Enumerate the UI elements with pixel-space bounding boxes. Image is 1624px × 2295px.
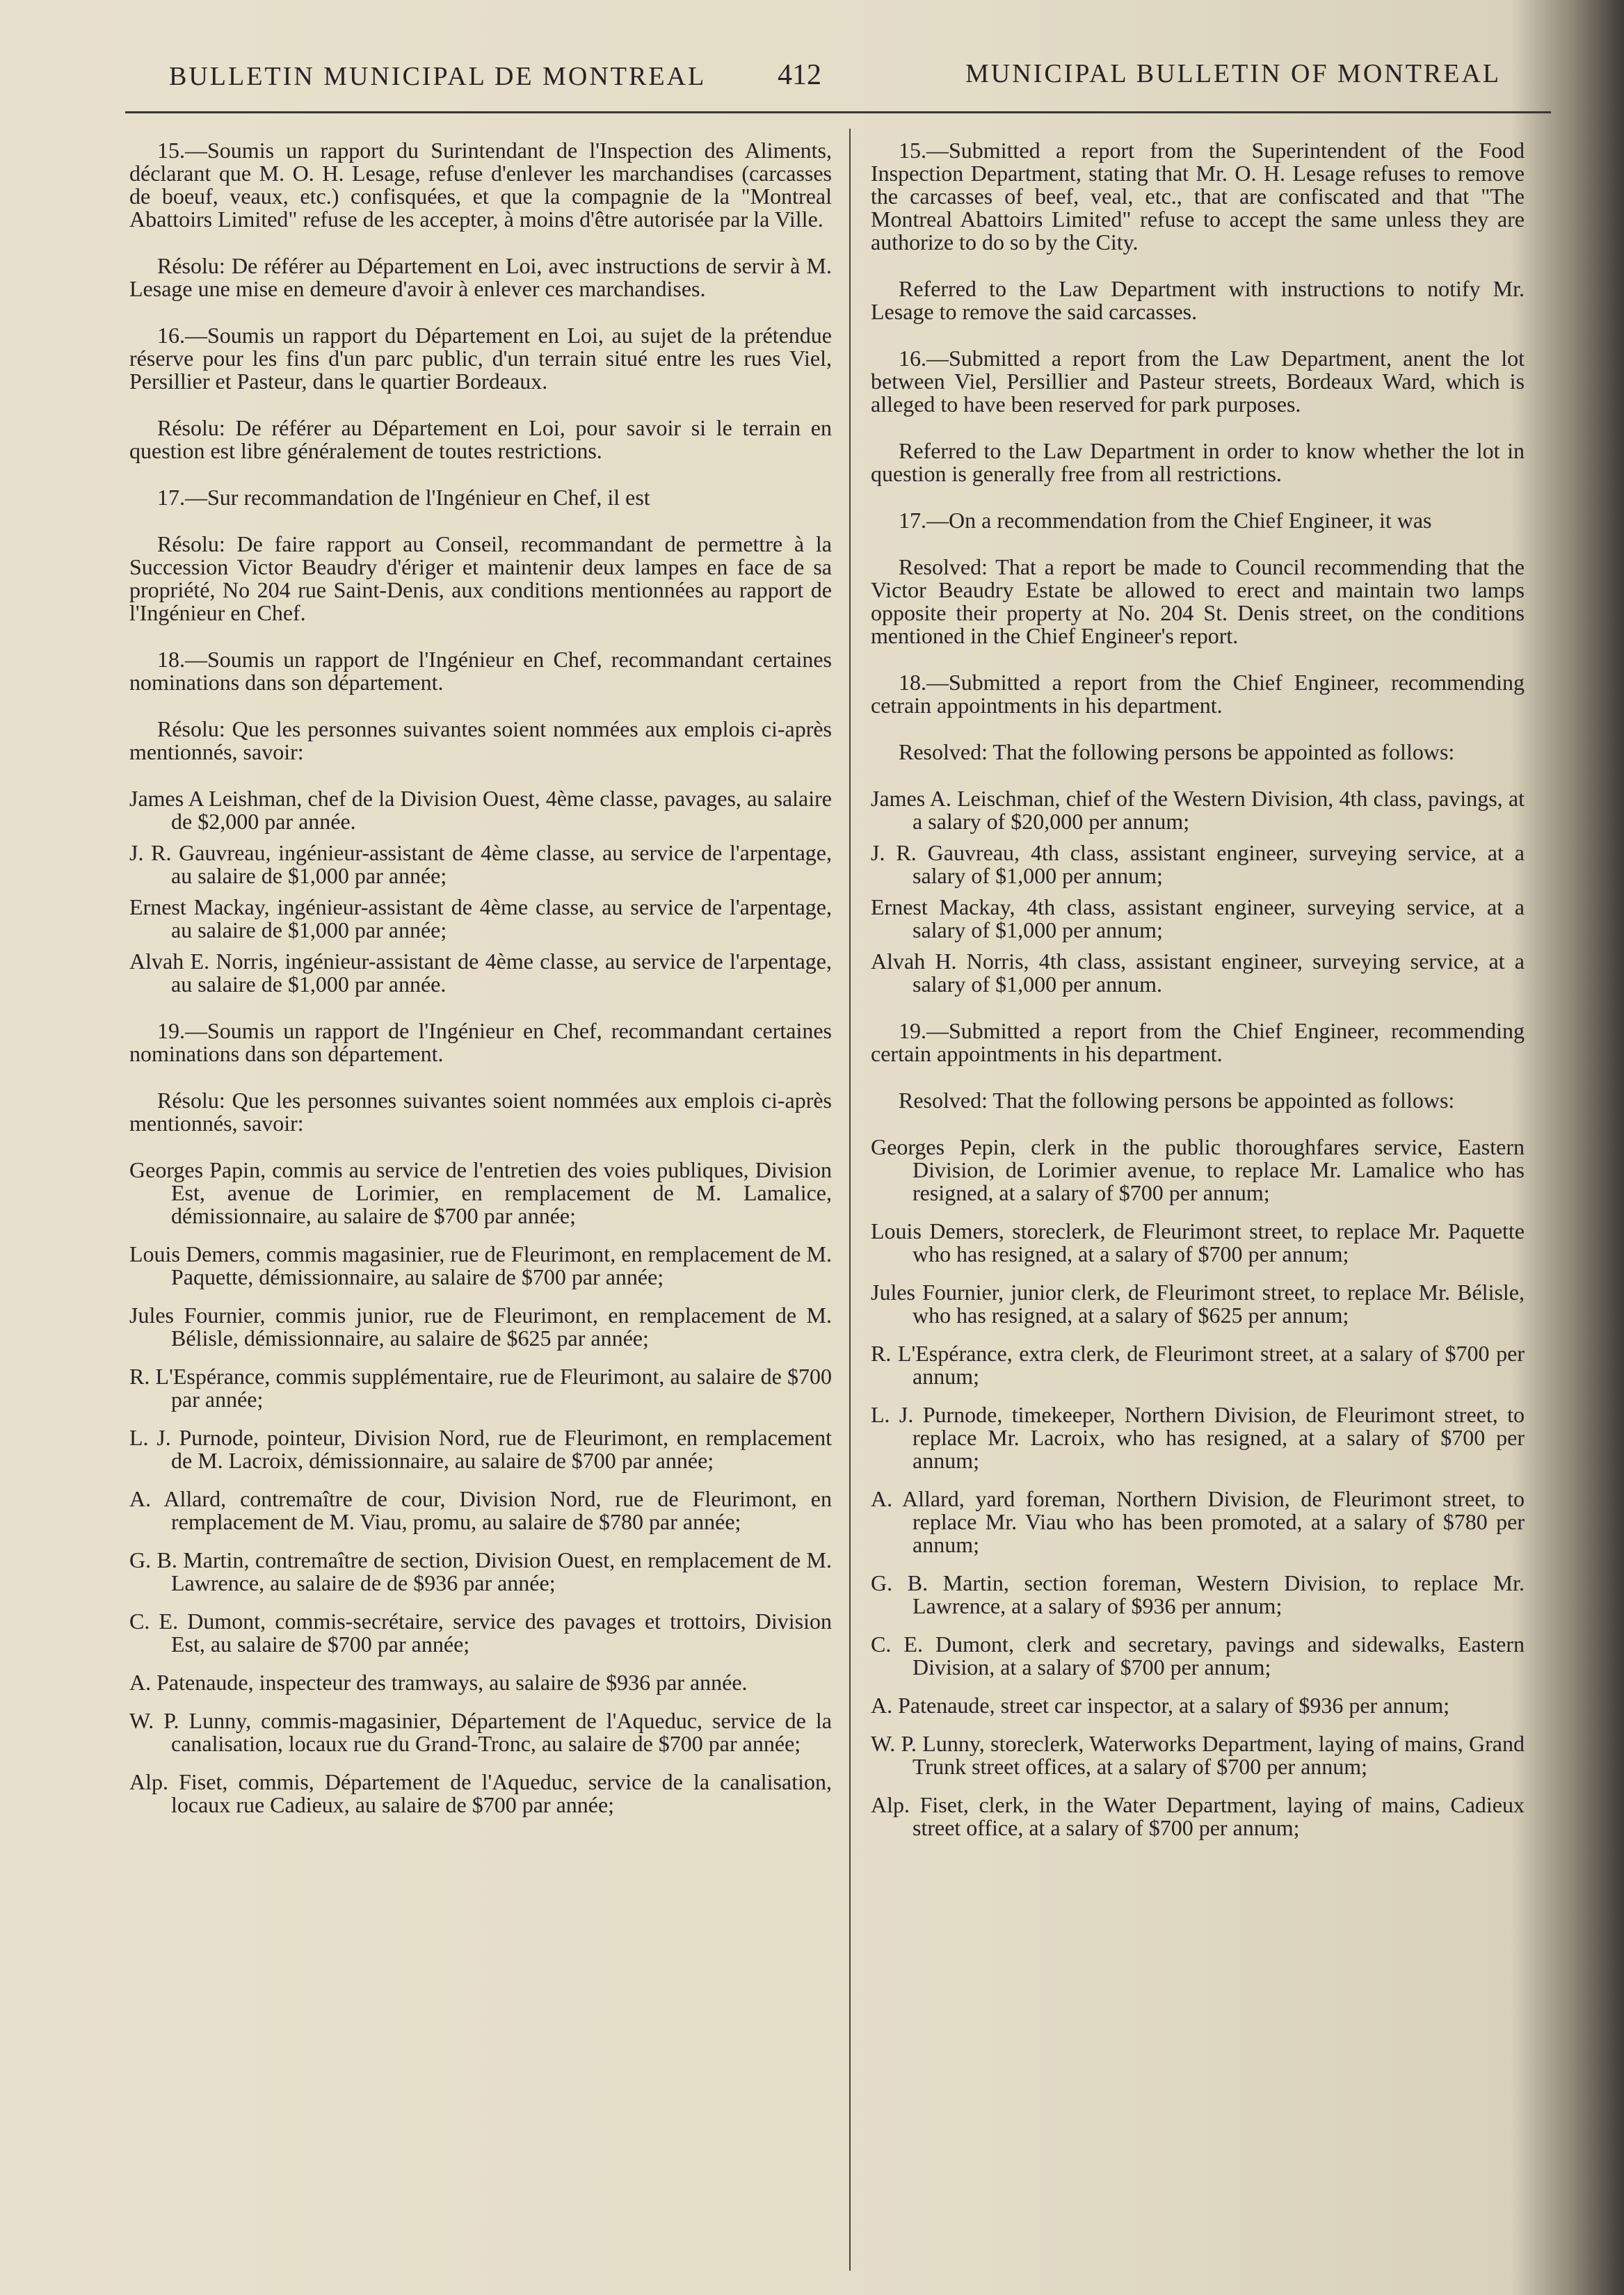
item-17-en: 17.—On a recommendation from the Chief Engineer, it was: [899, 508, 1432, 533]
list-item: Alvah E. Norris, ingénieur-assistant de 4ème classe, au service de l'arpentage, au salaire de $1,000 par année.: [129, 949, 832, 997]
list-item: A. Allard, yard foreman, Northern Division, de Fleurimont street, to replace Mr. Viau who has been promoted, at a salary of $780 per annum;: [871, 1486, 1525, 1557]
item-18-appointments-en: [871, 787, 1525, 996]
english-column: [871, 139, 1525, 1863]
item-15-en: 15.—Submitted a report from the Superintendent of the Food Inspection Department, stating that Mr. O. H. Lesage refuses to remove the carcasses of beef, veal, etc., that are confiscated and that "The Montreal Abattoirs Limited" refuse to accept the same unless they are authorize to do so by the City.: [871, 138, 1525, 255]
item-15-resolution-en: Referred to the Law Department with instructions to notify Mr. Lesage to remove the said carcasses.: [871, 276, 1525, 324]
list-item: Alp. Fiset, commis, Département de l'Aqueduc, service de la canalisation, locaux rue Cadieux, au salaire de $700 par année;: [129, 1769, 832, 1817]
item-17-resolution-en: Resolved: That a report be made to Council recommending that the Victor Beaudry Estate be allowed to erect and maintain two lamps opposite their property at No. 204 St. Denis street, on the conditions mentioned in the Chief Engineer's report.: [871, 554, 1525, 648]
item-17-fr: 17.—Sur recommandation de l'Ingénieur en Chef, il est: [157, 485, 650, 510]
list-item: A. Patenaude, inspecteur des tramways, au salaire de $936 par année.: [129, 1670, 748, 1695]
page-number: 412: [778, 59, 821, 91]
list-item: L. J. Purnode, timekeeper, Northern Division, de Fleurimont street, to replace Mr. Lacroix, who has resigned, at a salary of $700 per annum;: [871, 1402, 1525, 1473]
list-item: G. B. Martin, section foreman, Western Division, to replace Mr. Lawrence, at a salary of $936 per annum;: [871, 1570, 1525, 1618]
list-item: Jules Fournier, commis junior, rue de Fleurimont, en remplacement de M. Bélisle, démissionnaire, au salaire de $625 par année;: [129, 1303, 832, 1351]
list-item: G. B. Martin, contremaître de section, Division Ouest, en remplacement de M. Lawrence, au salaire de de $936 par année;: [129, 1547, 832, 1595]
item-18-resolution-fr: Résolu: Que les personnes suivantes soient nommées aux emplois ci-après mentionnés, savoir:: [129, 716, 832, 764]
list-item: R. L'Espérance, commis supplémentaire, rue de Fleurimont, au salaire de $700 par année;: [129, 1364, 832, 1412]
list-item: A. Allard, contremaître de cour, Division Nord, rue de Fleurimont, en remplacement de M. Viau, promu, au salaire de $780 par année;: [129, 1486, 832, 1534]
item-18-fr: 18.—Soumis un rapport de l'Ingénieur en Chef, recommandant certaines nominations dans son département.: [129, 647, 832, 695]
list-item: A. Patenaude, street car inspector, at a salary of $936 per annum;: [871, 1693, 1450, 1718]
item-18-en: 18.—Submitted a report from the Chief Engineer, recommending cetrain appointments in his department.: [871, 670, 1525, 718]
list-item: C. E. Dumont, clerk and secretary, pavings and sidewalks, Eastern Division, at a salary of $700 per annum;: [871, 1632, 1525, 1680]
list-item: C. E. Dumont, commis-secrétaire, service des pavages et trottoirs, Division Est, au salaire de $700 par année;: [129, 1609, 832, 1657]
french-column: [129, 139, 832, 1840]
column-divider: [849, 129, 851, 2271]
list-item: W. P. Lunny, storeclerk, Waterworks Department, laying of mains, Grand Trunk street offices, at a salary of $700 per annum;: [871, 1731, 1525, 1779]
item-19-en: 19.—Submitted a report from the Chief Engineer, recommending certain appointments in his department.: [871, 1018, 1525, 1066]
list-item: James A Leishman, chef de la Division Ouest, 4ème classe, pavages, au salaire de $2,000 par année.: [129, 786, 832, 834]
item-18-appointments-fr: [129, 787, 832, 996]
header-title-english: MUNICIPAL BULLETIN OF MONTREAL: [965, 59, 1502, 88]
item-19-resolution-fr: Résolu: Que les personnes suivantes soient nommées aux emplois ci-après mentionnés, savoir:: [129, 1088, 832, 1136]
item-17-resolution-fr: Résolu: De faire rapport au Conseil, recommandant de permettre à la Succession Victor Beaudry d'ériger et maintenir deux lampes en face de sa propriété, No 204 rue Saint-Denis, aux conditions mentionnées au rapport de l'Ingénieur en Chef.: [129, 531, 832, 625]
list-item: Ernest Mackay, ingénieur-assistant de 4ème classe, au service de l'arpentage, au salaire de $1,000 par année;: [129, 894, 832, 942]
item-15-resolution-fr: Résolu: De référer au Département en Loi, avec instructions de servir à M. Lesage une mise en demeure d'avoir à enlever ces marchandises.: [129, 253, 832, 301]
item-19-appointments-en: [871, 1136, 1525, 1839]
list-item: James A. Leischman, chief of the Western Division, 4th class, pavings, at a salary of $20,000 per annum;: [871, 786, 1525, 834]
item-16-resolution-fr: Résolu: De référer au Département en Loi, pour savoir si le terrain en question est libre généralement de toutes restrictions.: [129, 415, 832, 463]
list-item: Louis Demers, storeclerk, de Fleurimont street, to replace Mr. Paquette who has resigned, at a salary of $700 per annum;: [871, 1218, 1525, 1266]
running-head: [0, 61, 1624, 103]
item-15-fr: 15.—Soumis un rapport du Surintendant de l'Inspection des Aliments, déclarant que M. O. H. Lesage, refuse d'enlever les marchandises (carcasses de boeuf, veaux, etc.) confisquées, et que la compagnie de la "Montreal Abattoirs Limited" refuse de les accepter, à moins d'être autorisée par la Ville.: [129, 138, 832, 232]
item-18-resolution-en: Resolved: That the following persons be appointed as follows:: [899, 739, 1455, 764]
list-item: Ernest Mackay, 4th class, assistant engineer, surveying service, at a salary of $1,000 per annum;: [871, 894, 1525, 942]
list-item: Jules Fournier, junior clerk, de Fleurimont street, to replace Mr. Bélisle, who has resigned, at a salary of $625 per annum;: [871, 1280, 1525, 1328]
list-item: Alp. Fiset, clerk, in the Water Department, laying of mains, Cadieux street office, at a salary of $700 per annum;: [871, 1792, 1525, 1840]
item-19-fr: 19.—Soumis un rapport de l'Ingénieur en Chef, recommandant certaines nominations dans son département.: [129, 1018, 832, 1066]
header-title-french: BULLETIN MUNICIPAL DE MONTREAL: [169, 62, 707, 91]
list-item: Georges Pepin, clerk in the public thoroughfares service, Eastern Division, de Lorimier avenue, to replace Mr. Lamalice who has resigned, at a salary of $700 per annum;: [871, 1134, 1525, 1205]
item-16-en: 16.—Submitted a report from the Law Department, anent the lot between Viel, Persillier and Pasteur streets, Bordeaux Ward, which is alleged to have been reserved for park purposes.: [871, 346, 1525, 417]
item-19-appointments-fr: [129, 1159, 832, 1817]
header-rule: [125, 111, 1551, 113]
item-16-resolution-en: Referred to the Law Department in order to know whether the lot in question is generally free from all restrictions.: [871, 438, 1525, 486]
list-item: J. R. Gauvreau, 4th class, assistant engineer, surveying service, at a salary of $1,000 per annum;: [871, 840, 1525, 888]
item-16-fr: 16.—Soumis un rapport du Département en Loi, au sujet de la prétendue réserve pour les fins d'un parc public, d'un terrain situé entre les rues Viel, Persillier et Pasteur, dans le quartier Bordeaux.: [129, 323, 832, 394]
list-item: L. J. Purnode, pointeur, Division Nord, rue de Fleurimont, en remplacement de M. Lacroix, démissionnaire, au salaire de $700 par année;: [129, 1425, 832, 1473]
list-item: Georges Papin, commis au service de l'entretien des voies publiques, Division Est, avenue de Lorimier, en remplacement de M. Lamalice, démissionnaire, au salaire de $700 par année;: [129, 1157, 832, 1228]
list-item: Alvah H. Norris, 4th class, assistant engineer, surveying service, at a salary of $1,000 per annum.: [871, 949, 1525, 997]
item-19-resolution-en: Resolved: That the following persons be appointed as follows:: [899, 1088, 1455, 1113]
list-item: Louis Demers, commis magasinier, rue de Fleurimont, en remplacement de M. Paquette, démissionnaire, au salaire de $700 par année;: [129, 1241, 832, 1289]
list-item: R. L'Espérance, extra clerk, de Fleurimont street, at a salary of $700 per annum;: [871, 1341, 1525, 1389]
list-item: J. R. Gauvreau, ingénieur-assistant de 4ème classe, au service de l'arpentage, au salaire de $1,000 par année;: [129, 840, 832, 888]
list-item: W. P. Lunny, commis-magasinier, Département de l'Aqueduc, service de la canalisation, locaux rue du Grand-Tronc, au salaire de $700 par année;: [129, 1708, 832, 1756]
